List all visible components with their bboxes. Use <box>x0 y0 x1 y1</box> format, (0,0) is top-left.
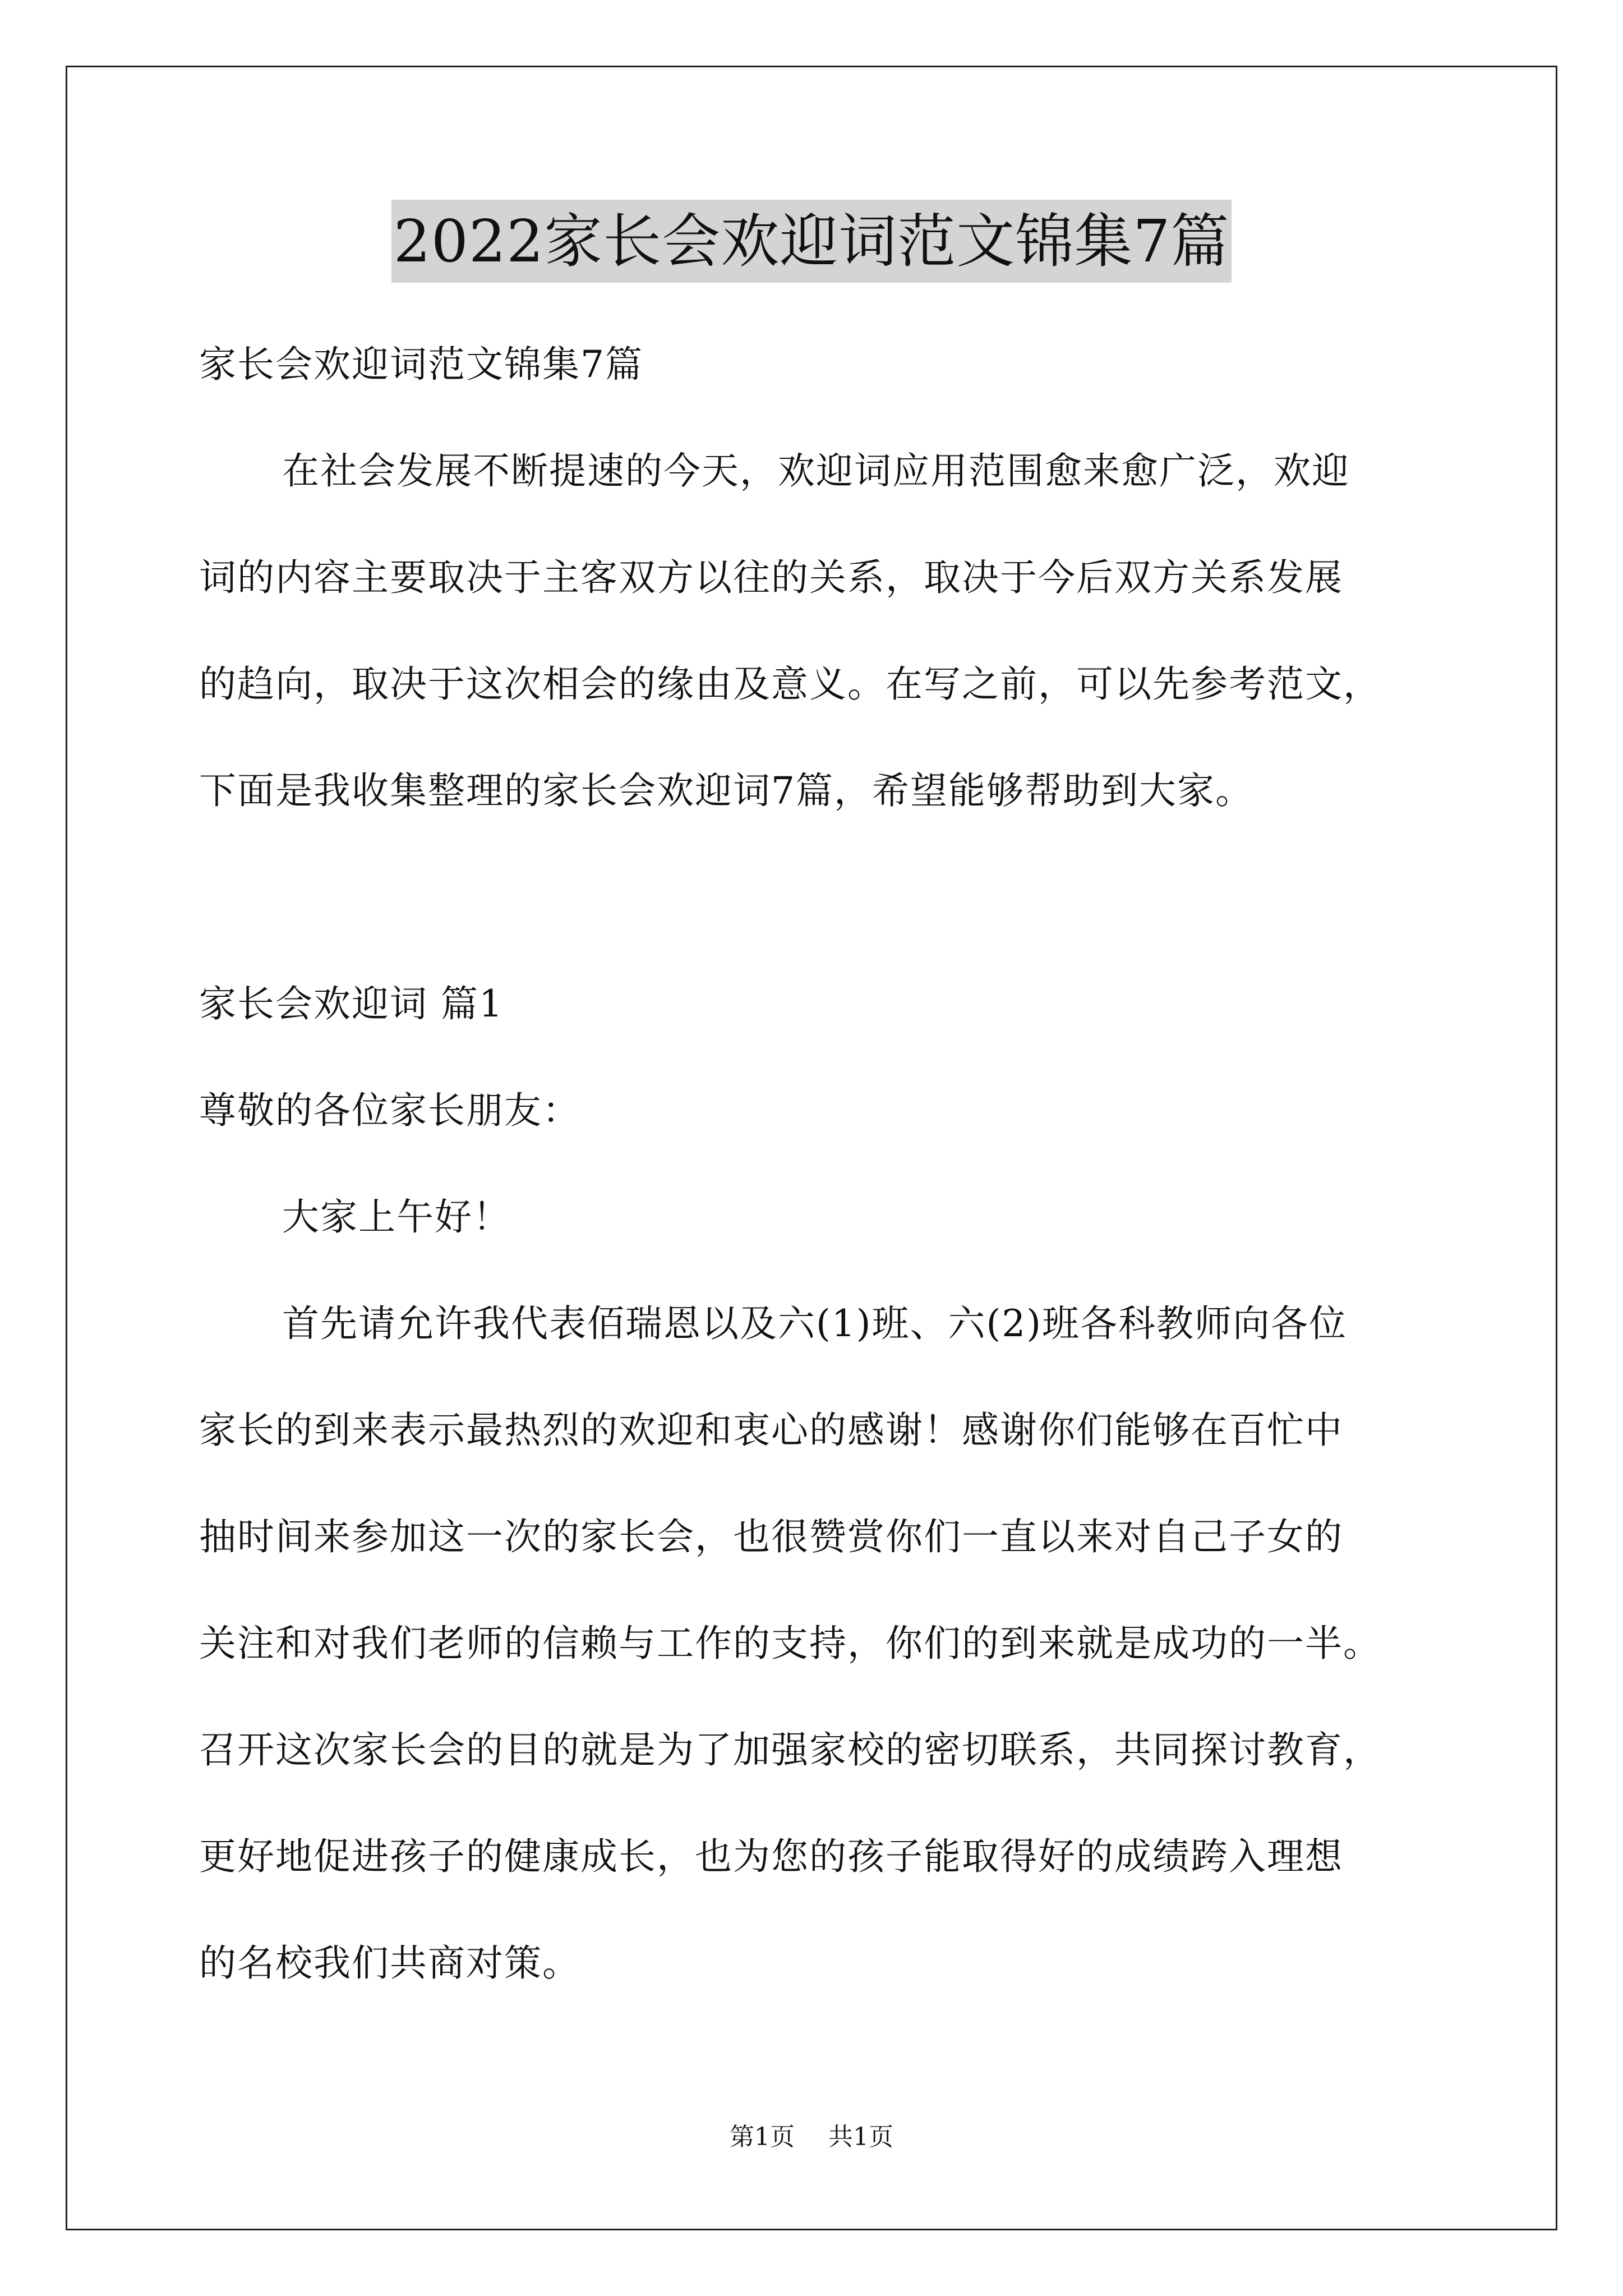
document-subtitle: 家长会欢迎词范文锦集7篇 <box>199 343 643 386</box>
body-line: 更好地促进孩子的健康成长，也为您的孩子能取得好的成绩跨入理想 <box>199 1835 1343 1878</box>
intro-line: 的趋向，取决于这次相会的缘由及意义。在写之前，可以先参考范文， <box>199 662 1381 706</box>
body-line: 家长的到来表示最热烈的欢迎和衷心的感谢！感谢你们能够在百忙中 <box>199 1409 1343 1452</box>
body-line: 的名校我们共商对策。 <box>199 1941 580 1985</box>
document-title: 2022家长会欢迎词范文锦集7篇 <box>391 200 1232 283</box>
page-footer <box>0 2120 1623 2154</box>
title-area <box>0 200 1623 283</box>
intro-line: 词的内容主要取决于主客双方以往的关系，取决于今后双方关系发展 <box>199 556 1343 599</box>
intro-line: 下面是我收集整理的家长会欢迎词7篇，希望能够帮助到大家。 <box>199 769 1253 812</box>
body-line: 召开这次家长会的目的就是为了加强家校的密切联系，共同探讨教育， <box>199 1728 1381 1772</box>
page-total: 共1页 <box>828 2123 893 2151</box>
section-heading: 家长会欢迎词 篇1 <box>199 982 504 1025</box>
page-number: 第1页 <box>730 2123 795 2151</box>
body-line: 关注和对我们老师的信赖与工作的支持，你们的到来就是成功的一半。 <box>199 1622 1381 1665</box>
body-line: 抽时间来参加这一次的家长会，也很赞赏你们一直以来对自己子女的 <box>199 1515 1343 1558</box>
intro-line: 在社会发展不断提速的今天，欢迎词应用范围愈来愈广泛，欢迎 <box>282 449 1350 493</box>
salutation: 尊敬的各位家长朋友： <box>199 1089 580 1132</box>
greeting: 大家上午好！ <box>282 1195 511 1239</box>
body-line: 首先请允许我代表佰瑞恩以及六(1)班、六(2)班各科教师向各位 <box>282 1302 1347 1345</box>
